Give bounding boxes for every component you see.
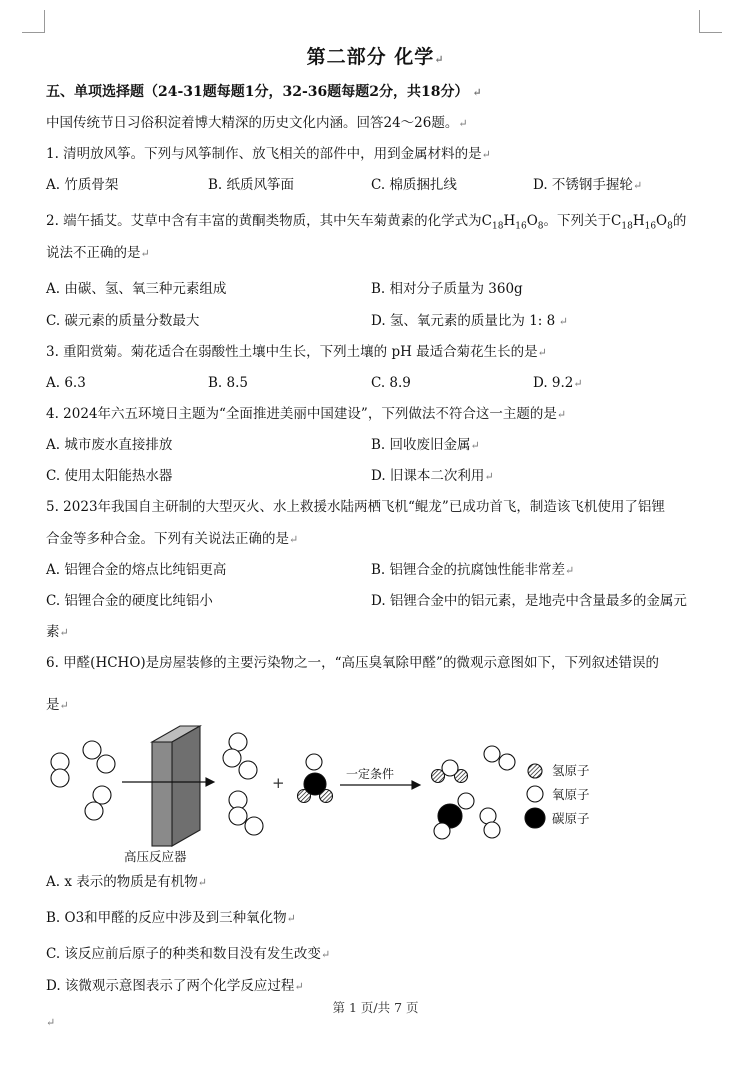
question-1-option-b: B. 纸质风筝面 <box>208 177 295 193</box>
question-2-option-c: C. 碳元素的质量分数最大 <box>46 313 200 329</box>
formula-c18h16o8-repeat: $C_{18}H_{16}O_8$ <box>611 213 673 232</box>
question-2-option-d: D. 氢、氧元素的质量比为 1: 8 ↵ <box>371 313 568 329</box>
question-6-option-b: B. O3和甲醛的反应中涉及到三种氧化物↵ <box>46 910 296 926</box>
question-1-option-c: C. 棉质捆扎线 <box>371 177 457 193</box>
question-5-option-d: D. 铝锂合金中的铝元素，是地壳中含量最多的金属元 <box>371 593 687 609</box>
question-5-option-a: A. 铝锂合金的熔点比纯铝更高 <box>46 562 227 578</box>
reactor-label: 高压反应器 <box>124 849 187 864</box>
question-2-stem: 2. 端午插艾。艾草中含有丰富的黄酮类物质，其中矢车菊黄素的化学式为$C_{18}H_{16}O_8$。下列关于$C_{18}H_{16}O_8$的 <box>46 213 687 232</box>
question-1-option-a: A. 竹质骨架 <box>46 177 119 193</box>
legend-carbon-label: 碳原子 <box>552 811 590 826</box>
products-co2-molecules <box>434 793 500 839</box>
question-5-option-d-continued: 素↵ <box>46 624 69 640</box>
question-3-option-d: D. 9.2↵ <box>533 375 583 391</box>
intro-text: 中国传统节日习俗积淀着博大精深的历史文化内涵。回答24～26题。↵ <box>46 115 468 131</box>
page-title: 第二部分 化学↵ <box>306 46 445 68</box>
reaction-condition-arrow <box>340 781 420 789</box>
legend-hydrogen-label: 氢原子 <box>552 763 590 778</box>
high-pressure-reactor <box>152 726 200 846</box>
x-molecules-output <box>223 733 263 835</box>
question-4-option-d: D. 旧课本二次利用↵ <box>371 468 494 484</box>
products-water-molecule <box>432 760 468 783</box>
ozone-molecules-input <box>51 741 115 820</box>
legend-hydrogen-atom-icon <box>528 764 542 778</box>
paragraph-mark: ↵ <box>46 1016 56 1029</box>
ozone-formaldehyde-reaction-diagram <box>40 718 680 868</box>
question-6-stem: 6. 甲醛(HCHO)是房屋装修的主要污染物之一，“高压臭氧除甲醛”的微观示意图如下，下列叙述错误的 <box>46 655 659 671</box>
products-oxygen-molecule <box>484 746 515 770</box>
question-5-stem-line2: 合金等多种合金。下列有关说法正确的是↵ <box>46 531 299 547</box>
corner-mark-top-right <box>699 10 722 33</box>
question-5-option-c: C. 铝锂合金的硬度比纯铝小 <box>46 593 213 609</box>
question-4-option-c: C. 使用太阳能热水器 <box>46 468 173 484</box>
formaldehyde-molecule <box>298 754 333 803</box>
section-header: 五、单项选择题（24-31题每题1分，32-36题每题2分，共18分） ↵ <box>46 84 482 100</box>
question-3-option-c: C. 8.9 <box>371 375 411 391</box>
question-4-option-a: A. 城市废水直接排放 <box>46 437 173 453</box>
question-1-option-d: D. 不锈钢手握轮↵ <box>533 177 643 193</box>
question-6-option-a: A. x 表示的物质是有机物↵ <box>46 874 207 890</box>
question-3-stem: 3. 重阳赏菊。菊花适合在弱酸性土壤中生长，下列土壤的 pH 最适合菊花生长的是↵ <box>46 344 547 360</box>
question-4-stem: 4. 2024年六五环境日主题为“全面推进美丽中国建设”，下列做法不符合这一主题的是↵ <box>46 406 567 422</box>
question-6-option-d: D. 该微观示意图表示了两个化学反应过程↵ <box>46 978 304 994</box>
question-6-stem-line2: 是↵ <box>46 697 69 713</box>
formula-c18h16o8: $C_{18}H_{16}O_8$ <box>481 213 544 232</box>
page-number-footer: 第 1 页/共 7 页 <box>332 1000 419 1015</box>
question-4-option-b: B. 回收废旧金属↵ <box>371 437 480 453</box>
reaction-condition-label: 一定条件 <box>346 767 395 781</box>
corner-mark-top-left <box>22 10 45 33</box>
legend-carbon-atom-icon <box>525 808 545 828</box>
legend-oxygen-atom-icon <box>527 786 543 802</box>
question-5-stem: 5. 2023年我国自主研制的大型灭火、水上救援水陆两栖飞机“鲲龙”已成功首飞，制造该飞机使用了铝锂 <box>46 499 665 515</box>
question-3-option-a: A. 6.3 <box>46 375 86 391</box>
question-2-option-a: A. 由碳、氢、氧三种元素组成 <box>46 281 227 297</box>
question-2-option-b: B. 相对分子质量为 360g <box>371 281 523 297</box>
question-2-stem-line2: 说法不正确的是↵ <box>46 245 150 261</box>
question-6-option-c: C. 该反应前后原子的种类和数目没有发生改变↵ <box>46 946 331 962</box>
question-3-option-b: B. 8.5 <box>208 375 248 391</box>
question-1-stem: 1. 清明放风筝。下列与风筝制作、放飞相关的部件中，用到金属材料的是↵ <box>46 146 491 162</box>
plus-sign: + <box>272 774 285 792</box>
question-5-option-b: B. 铝锂合金的抗腐蚀性能非常差↵ <box>371 562 575 578</box>
legend-oxygen-label: 氧原子 <box>552 787 590 802</box>
